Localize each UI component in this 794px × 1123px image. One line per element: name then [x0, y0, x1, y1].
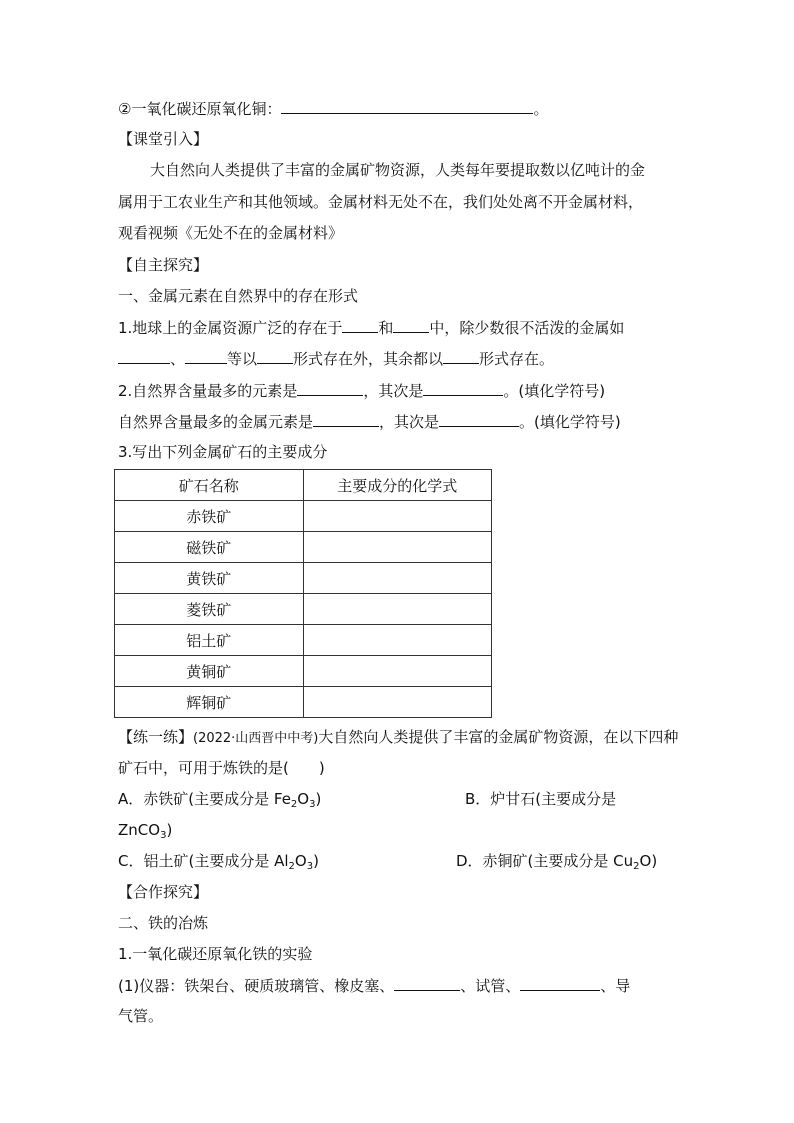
- question-1-cont: [118, 348, 554, 369]
- option-a[interactable]: [118, 789, 321, 815]
- text: O: [297, 790, 310, 808]
- answer-blank[interactable]: [394, 975, 460, 991]
- text: ②一氧化碳还原氧化铜：: [118, 100, 282, 118]
- ore-name: 菱铁矿: [115, 594, 304, 625]
- formula-cell[interactable]: [303, 656, 492, 687]
- question-3: 3.写出下列金属矿石的主要成分: [118, 443, 328, 461]
- subscript: 2: [288, 861, 295, 872]
- text: ): [166, 821, 173, 839]
- answer-blank[interactable]: [439, 411, 519, 427]
- section-1-title: 一、金属元素在自然界中的存在形式: [118, 287, 359, 305]
- ore-name: 磁铁矿: [115, 532, 304, 563]
- intro-line-2: 属用于工农业生产和其他领域。金属材料无处不在，我们处处离不开金属材料，: [118, 193, 644, 211]
- option-b[interactable]: B．炉甘石(主要成分是: [465, 790, 617, 808]
- question-2: [118, 380, 605, 401]
- intro-line-1: 大自然向人类提供了丰富的金属矿物资源，人类每年要提取数以亿吨计的金: [150, 161, 646, 179]
- ore-name: 黄铁矿: [115, 563, 304, 594]
- text: O: [294, 852, 307, 870]
- answer-blank[interactable]: [443, 348, 479, 364]
- text: 、导: [600, 977, 631, 995]
- text: ，其次是: [363, 382, 424, 400]
- question-2b: [118, 411, 621, 432]
- answer-blank[interactable]: [257, 348, 293, 364]
- text: 形式存在外，其余都以: [293, 350, 444, 368]
- formula-cell[interactable]: [303, 594, 492, 625]
- text: 。(填化学符号): [503, 382, 606, 400]
- answer-blank[interactable]: [185, 348, 227, 364]
- line-co-cuo: [118, 98, 548, 119]
- table-row: [115, 532, 492, 563]
- practice-line-1: [118, 727, 678, 749]
- text: ，其次是: [379, 413, 440, 431]
- formula-cell[interactable]: [303, 563, 492, 594]
- table-header: 矿石名称: [115, 470, 304, 501]
- text: 自然界含量最多的金属元素是: [118, 413, 314, 431]
- practice-source: (2022·山西晋中中考): [193, 731, 319, 746]
- subscript: 3: [160, 830, 167, 841]
- text: 1.地球上的金属资源广泛的存在于: [118, 319, 343, 337]
- text: C．铝土矿(主要成分是 Al: [118, 852, 289, 870]
- table-header-row: [115, 470, 492, 501]
- question-1: [118, 317, 624, 338]
- ore-name: 黄铜矿: [115, 656, 304, 687]
- table-header: 主要成分的化学式: [303, 470, 492, 501]
- subscript: 3: [309, 799, 316, 810]
- subscript: 2: [290, 799, 298, 810]
- text: 。: [533, 100, 549, 118]
- text: 2.自然界含量最多的元素是: [118, 382, 298, 400]
- text: 、试管、: [460, 977, 521, 995]
- table-row: [115, 656, 492, 687]
- answer-blank[interactable]: [393, 317, 429, 333]
- answer-blank[interactable]: [313, 411, 379, 427]
- text: A．赤铁矿(主要成分是 Fe: [118, 790, 291, 808]
- section-2-title: 二、铁的冶炼: [118, 914, 209, 932]
- text: 大自然向人类提供了丰富的金属矿物资源，在以下四种: [318, 728, 679, 746]
- text: 等以: [227, 350, 258, 368]
- text: D．赤铜矿(主要成分是 Cu: [456, 852, 634, 870]
- formula-cell[interactable]: [303, 532, 492, 563]
- heading-cooperation: 【合作探究】: [118, 883, 209, 901]
- table-row: [115, 625, 492, 656]
- practice-line-2: 矿石中，可用于炼铁的是( ): [118, 759, 325, 777]
- text: 。(填化学符号): [519, 413, 621, 431]
- ore-name: 铝土矿: [115, 625, 304, 656]
- ore-name: 辉铜矿: [115, 687, 304, 718]
- text: 和: [378, 319, 394, 337]
- table-row: [115, 687, 492, 718]
- text: ): [313, 852, 319, 870]
- text: 形式存在。: [479, 350, 555, 368]
- table-row: [115, 501, 492, 532]
- answer-blank[interactable]: [520, 975, 600, 991]
- formula-cell[interactable]: [303, 501, 492, 532]
- answer-blank[interactable]: [342, 317, 378, 333]
- option-b-cont: [118, 820, 172, 846]
- subscript: 3: [306, 861, 314, 872]
- option-d[interactable]: [456, 851, 657, 877]
- text: 中，除少数很不活泼的金属如: [429, 319, 625, 337]
- heading-intro: 【课堂引入】: [118, 130, 209, 148]
- practice-tag: 【练一练】: [118, 728, 194, 746]
- ore-name: 赤铁矿: [115, 501, 304, 532]
- answer-blank[interactable]: [118, 348, 170, 364]
- text: ): [315, 790, 322, 808]
- table-row: [115, 594, 492, 625]
- table-row: [115, 563, 492, 594]
- formula-cell[interactable]: [303, 625, 492, 656]
- text: 、: [170, 350, 186, 368]
- subscript: 2: [633, 861, 640, 872]
- answer-blank[interactable]: [423, 380, 503, 396]
- formula-cell[interactable]: [303, 687, 492, 718]
- section-2-question-1: 1.一氧化碳还原氧化铁的实验: [118, 945, 313, 963]
- ore-table: [114, 469, 492, 718]
- answer-blank[interactable]: [297, 380, 363, 396]
- intro-line-3: 观看视频《无处不在的金属材料》: [118, 224, 344, 242]
- answer-blank[interactable]: [281, 98, 533, 114]
- instrument-line-cont: 气管。: [118, 1007, 164, 1025]
- text: O): [639, 852, 658, 870]
- option-c[interactable]: [118, 851, 319, 877]
- text: (1)仪器：铁架台、硬质玻璃管、橡皮塞、: [118, 977, 395, 995]
- heading-self-study: 【自主探究】: [118, 256, 209, 274]
- text: ZnCO: [118, 821, 161, 839]
- instrument-line: [118, 975, 630, 996]
